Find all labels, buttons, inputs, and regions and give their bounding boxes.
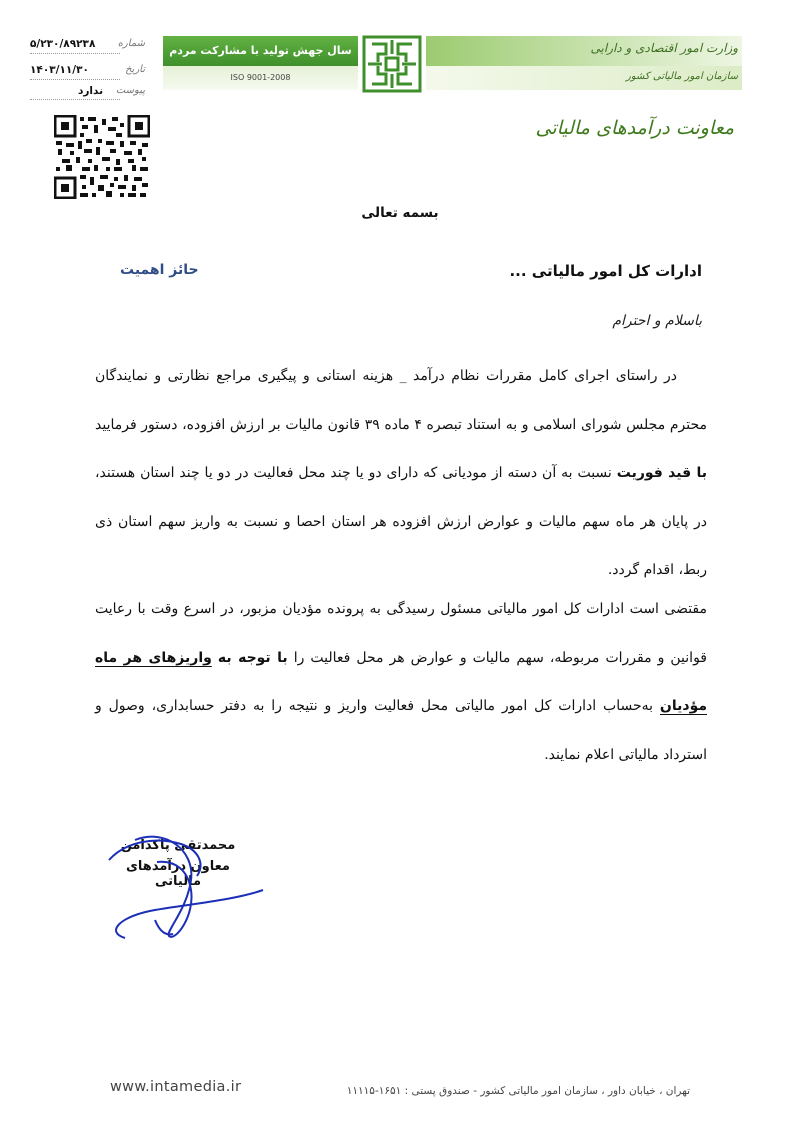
paragraph-text: در راستای اجرای کامل مقررات نظام درآمد _ هزینه استانی و پیگیری مراجع نظارتی و نمایندگان محترم مجلس شورای اسلامی و به استناد تبصره ۴ ماده ۳۹ قانون مالیات بر ارزش افزوده، دستور فرمایید xyxy=(95,368,707,433)
slogan: سال جهش تولید با مشارکت مردم xyxy=(169,44,352,57)
attachment-label: پیوست xyxy=(115,85,145,96)
ministry-name: وزارت امور اقتصادی و دارایی xyxy=(590,41,738,55)
paragraph-text: به‌حساب ادارات کل امور مالیاتی محل فعالیت واریز و نتیجه را به دفتر حسابداری، وصول و استرداد مالیاتی اعلام نمایند. xyxy=(95,698,707,763)
paragraph-text: مقتضی است ادارات کل امور مالیاتی مسئول رسیدگی به پرونده مؤدیان مزبور، در اسرع وقت با رعایت قوانین و مقررات مربوطه، سهم مالیات و عوارض هر محل فعالیت را xyxy=(95,601,707,666)
priority-label: حائز اهمیت xyxy=(120,262,199,278)
body-paragraph-1 xyxy=(95,352,707,595)
paragraph-text: نسبت به آن دسته از مودیانی که دارای دو یا چند محل فعالیت در دو یا چند استان هستند، در پایان هر ماه سهم مالیات و عوارض ارزش افزوده هر استان احصا و نسبت به واریز سهم استان ذی ربط، اقدام گردد. xyxy=(95,465,707,578)
greeting: باسلام و احترام xyxy=(612,313,702,329)
divider xyxy=(30,99,120,100)
footer-address: تهران ، خیابان داور ، سازمان امور مالیاتی کشور - صندوق پستی : ۱۶۵۱-۱۱۱۱۵ xyxy=(346,1085,690,1097)
deputy-title: معاونت درآمدهای مالیاتی xyxy=(535,117,734,139)
signatory-name: محمدتقی پاکدامن xyxy=(120,838,236,853)
signatory-title: معاون درآمدهای مالیاتی xyxy=(126,859,230,889)
footer-website: www.intamedia.ir xyxy=(110,1079,242,1095)
letter-date-label: تاریخ xyxy=(125,64,145,75)
letter-date: ۱۴۰۳/۱۱/۳۰ xyxy=(30,64,89,76)
iso-label: ISO 9001-2008 xyxy=(230,73,291,82)
divider xyxy=(30,53,120,54)
attachment-row xyxy=(30,85,145,103)
emphasis-text: با توجه به xyxy=(217,649,288,666)
letter-number: ۵/۲۳۰/۸۹۲۳۸ xyxy=(30,38,96,50)
signature-scribble-icon xyxy=(95,820,275,950)
underlined-emphasis-text: واریزهای هر ماه مؤدیان xyxy=(95,649,708,714)
qr-code-icon xyxy=(54,115,150,199)
body-paragraph-2 xyxy=(95,585,707,779)
emblem-logo-icon xyxy=(360,34,424,94)
letter-heading: بسمه تعالی xyxy=(361,205,439,221)
addressee: ادارات کل امور مالیاتی ... xyxy=(509,262,702,280)
divider xyxy=(30,79,120,80)
emphasis-text: با قید فوریت xyxy=(616,465,707,481)
letter-number-label: شماره xyxy=(117,38,145,49)
attachment-value: ندارد xyxy=(78,85,104,97)
organization-name: سازمان امور مالیاتی کشور xyxy=(626,71,738,82)
